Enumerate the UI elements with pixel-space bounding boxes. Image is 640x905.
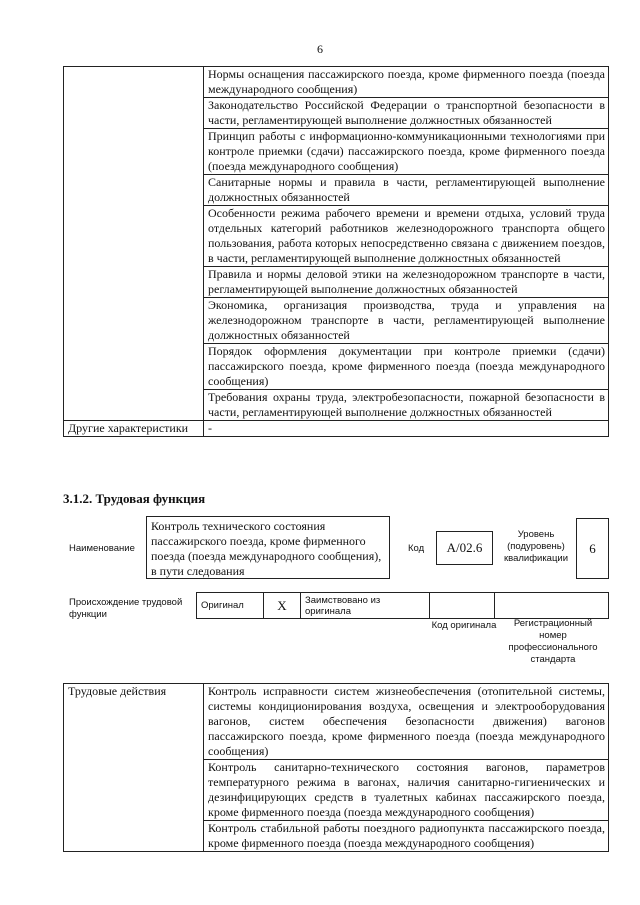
table-cell: Законодательство Российской Федерации о транспортной безопасности в части, регламентирующей выполнение должностных обязанностей <box>204 98 609 129</box>
name-label: Наименование <box>69 543 135 554</box>
table-cell: Особенности режима рабочего времени и времени отдыха, условий труда отдельных категорий работников железнодорожного транспорта общего пользования, работа которых непосредственно связана с движением поездов, в части, регламентирующей выполнение должностных обязанностей <box>204 206 609 267</box>
table-cell: Принцип работы с информационно-коммуникационными технологиями при контроле приемки (сдачи) пассажирского поезда, кроме фирменного поезда (поезда международного сообщения) <box>204 129 609 175</box>
other-characteristics-label: Другие характеристики <box>64 421 204 437</box>
original-label: Оригинал <box>197 593 264 619</box>
actions-label: Трудовые действия <box>64 684 204 852</box>
origin-label: Происхождение трудовой функции <box>69 597 183 620</box>
table-cell: Экономика, организация производства, труда и управления на железнодорожном транспорте в части, регламентирующей выполнение должностных обязанностей <box>204 298 609 344</box>
table-row <box>64 421 609 437</box>
actions-table <box>63 683 609 852</box>
borrowed-label: Заимствовано из оригинала <box>301 593 430 619</box>
table-cell: Контроль исправности систем жизнеобеспечения (отопительной системы, системы кондиционирования воздуха, освещения и электрооборудования вагонов, систем обеспечения безопасности движения) вагонов пассажирского поезда, кроме фирменного поезда (поезда международного сообщения) <box>204 684 609 760</box>
section-title: 3.1.2. Трудовая функция <box>63 491 206 506</box>
code-original-label: Код оригинала <box>431 620 497 631</box>
table-cell: Нормы оснащения пассажирского поезда, кроме фирменного поезда (поезда международного сообщения) <box>204 67 609 98</box>
code-original-cell <box>430 593 495 619</box>
table-cell: Правила и нормы деловой этики на железнодорожном транспорте в части, регламентирующей выполнение должностных обязанностей <box>204 267 609 298</box>
knowledge-table <box>63 66 609 437</box>
table-cell: Контроль стабильной работы поездного радиопункта пассажирского поезда, кроме фирменного поезда (поезда международного сообщения) <box>204 821 609 852</box>
reg-number-cell <box>495 593 609 619</box>
original-mark: X <box>264 593 301 619</box>
table-cell-left <box>64 67 204 421</box>
code-label: Код <box>408 543 425 554</box>
reg-number-label: Регистрационный номер профессионального стандарта <box>508 618 598 665</box>
table-cell: Требования охраны труда, электробезопасности, пожарной безопасности в части, регламентирующей выполнение должностных обязанностей <box>204 390 609 421</box>
table-cell: Контроль санитарно-технического состояния вагонов, параметров температурного режима в вагонах, наличия санитарно-гигиенических и дезинфицирующих средств в туалетных кабинах пассажирского поезда, кроме фирменного поезда (поезда международного сообщения) <box>204 760 609 821</box>
function-name-box: Контроль технического состояния пассажирского поезда, кроме фирменного поезда (поезда международного сообщения), в пути следования <box>146 516 390 579</box>
table-row <box>197 593 609 619</box>
level-label: Уровень (подуровень) квалификации <box>503 529 569 564</box>
other-characteristics-value: - <box>204 421 609 437</box>
code-value-box: А/02.6 <box>436 531 493 565</box>
level-value-box: 6 <box>576 518 609 579</box>
table-cell: Порядок оформления документации при контроле приемки (сдачи) пассажирского поезда, кроме фирменного поезда (поезда международного сообщения) <box>204 344 609 390</box>
origin-table <box>196 592 609 619</box>
table-row <box>64 684 609 760</box>
table-row <box>64 67 609 98</box>
table-cell: Санитарные нормы и правила в части, регламентирующей выполнение должностных обязанностей <box>204 175 609 206</box>
page-number: 6 <box>317 42 323 56</box>
